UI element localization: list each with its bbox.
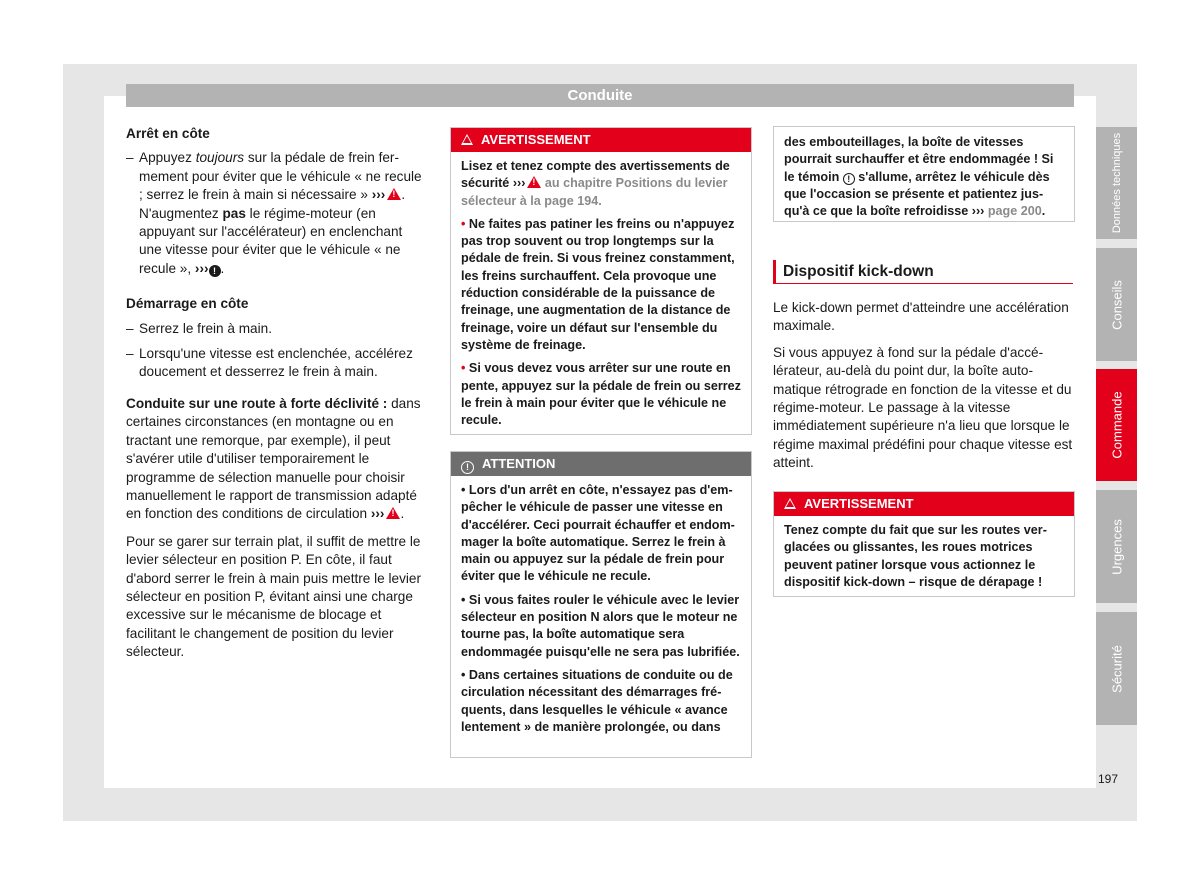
page-number: 197 (1098, 772, 1119, 786)
warning-icon (387, 188, 401, 200)
attention-continuation-box: des embouteillages, la boîte de vitesses pourrait surchauffer et être endommagée ! Si le témoin ! s'allume, arrêtez le véhicule dès que l'occasion se présente et patientez jusqu'à ce que la boîte refroidisse ››› page 200. (773, 126, 1075, 222)
paragraph-garer: Pour se garer sur terrain plat, il suffit de mettre le levier sélecteur en position P. En côte, il faut d'abord serrer le frein à main puis mettre le levier sélecteur en position P, évitant ainsi une charge excessive sur le mécanisme de blocage et facilitant le changement de position du levier sélecteur. (126, 533, 421, 660)
attention-header: ! ATTENTION (451, 452, 751, 476)
page-link[interactable]: au chapitre Positions du levier sélecteur à la page 194. (461, 176, 728, 208)
attention-box (450, 451, 752, 758)
list-item: – Lorsqu'une vitesse est enclenchée, accélérez doucement et desserrez le frein à main. (126, 346, 413, 380)
tab-commande[interactable]: Commande (1096, 369, 1137, 481)
tab-donnees-techniques[interactable]: Données techniques (1096, 127, 1137, 239)
chapter-header: Conduite (126, 84, 1074, 107)
section-title-demarrage: Démarrage en côte (126, 296, 249, 312)
section-title-arret: Arrêt en côte (126, 126, 210, 141)
list-item: • Dans certaines situations de conduite ou de circulation nécessitant des démarrages fréquents, dans lesquelles le véhicule « avance lentement » de manière prolongée, ou dans (461, 667, 733, 734)
list-item: • Si vous devez vous arrêter sur une route en pente, appuyez sur la pédale de frein ou serrez le frein à main pour éviter que le véhicule ne recule. (461, 361, 741, 428)
column-1 (126, 125, 422, 671)
list-item: – Serrez le frein à main. (126, 320, 272, 336)
column-3 (773, 299, 1073, 481)
warning-icon (784, 498, 796, 509)
tab-conseils[interactable]: Conseils (1096, 248, 1137, 361)
tab-securite[interactable]: Sécurité (1096, 612, 1137, 725)
warning-box: AVERTISSEMENT Lisez et tenez compte des avertissements de sécurité ›››! au chapitre Positions du levier sélecteur à la page 194. • Ne faites pas patiner les freins ou n'appuyez pas trop souvent ou trop longtemps sur la pédale de frein. Si vous freinez constamment, les freins surchauffent. Cela provoque une réduction considérable de la puissance de freinage, une augmentation de la distance de freinage, voire un défaut sur l'ensemble du système de freinage. • Si vous devez vous arrêter sur une route en pente, appuyez sur la pédale de frein ou serrez le frein à main pour éviter que le véhicule ne recule. (450, 127, 752, 435)
gearbox-warning-icon: ! (843, 173, 855, 185)
section-title-kickdown: Dispositif kick-down (773, 260, 1073, 284)
warning-header: AVERTISSEMENT (774, 492, 1074, 516)
arrows-icon: ››› (371, 187, 386, 203)
warning-icon (386, 507, 400, 519)
warning-box: AVERTISSEMENT Tenez compte du fait que sur les routes verglacées ou glissantes, les roues motrices peuvent patiner lorsque vous actionnez le dispositif kick-down – risque de dérapage ! (773, 491, 1075, 597)
warning-icon (527, 176, 541, 188)
warning-header: AVERTISSEMENT (451, 128, 751, 152)
arrows-icon: ››› (370, 506, 385, 522)
list-item: • Ne faites pas patiner les freins ou n'appuyez pas trop souvent ou trop longtemps sur la pédale de frein. Si vous freinez constamment, les freins surchauffent. Cela provoque une réduction considérable de la puissance de freinage, une augmentation de la distance de freinage, voire un défaut sur l'ensemble du système de freinage. (461, 216, 735, 352)
arrows-icon: ››› (194, 260, 209, 276)
paragraph: Le kick-down permet d'atteindre une accélération maximale. (773, 300, 1069, 334)
list-item: • Lors d'un arrêt en côte, n'essayez pas d'empêcher le véhicule de passer une vitesse en d'accélérer. Ceci pourrait échauffer et endommager la boîte automatique. Serrez le frein à main ou appuyez sur la pédale de frein pour éviter que le véhicule ne recule. (461, 483, 735, 584)
info-icon: ! (209, 265, 221, 277)
page-link[interactable]: page 200 (984, 204, 1042, 219)
info-circle-icon: ! (461, 461, 474, 474)
tab-urgences[interactable]: Urgences (1096, 490, 1137, 603)
list-item: • Si vous faites rouler le véhicule avec le levier sélecteur en position N alors que le moteur ne tourne pas, la boîte automatique sera endommagée puisqu'elle ne sera pas lubrifiée. (461, 592, 740, 659)
paragraph: Si vous appuyez à fond sur la pédale d'accélérateur, au-delà du point dur, la boîte automatique rétrograde en fonction de la vitesse et du régime-moteur. Le passage à la vitesse immédiatement supérieure n'a lieu que lorsque le régime maximal prédéfini pour chaque vitesse est atteint. (773, 344, 1073, 471)
list-item: – Appuyez toujours sur la pédale de frein fermement pour éviter que le véhicule « ne recule ; serrez le frein à main si nécessaire » ›››! . N'augmentez pas le régime-moteur (en appuyant sur l'accélérateur) en enclenchant une vitesse pour éviter que le véhicule « ne recule », ››› ! . (126, 149, 422, 278)
warning-icon (461, 134, 473, 145)
paragraph-declivite: Conduite sur une route à forte déclivité : dans certaines circonstances (en montagne ou en tractant une remorque, par exemple), il peut s'avérer utile d'utiliser temporairement le programme de sélection manuelle pour choisir manuellement le rapport de transmission adapté en fonction des conditions de circulation ›››! . (126, 395, 422, 524)
